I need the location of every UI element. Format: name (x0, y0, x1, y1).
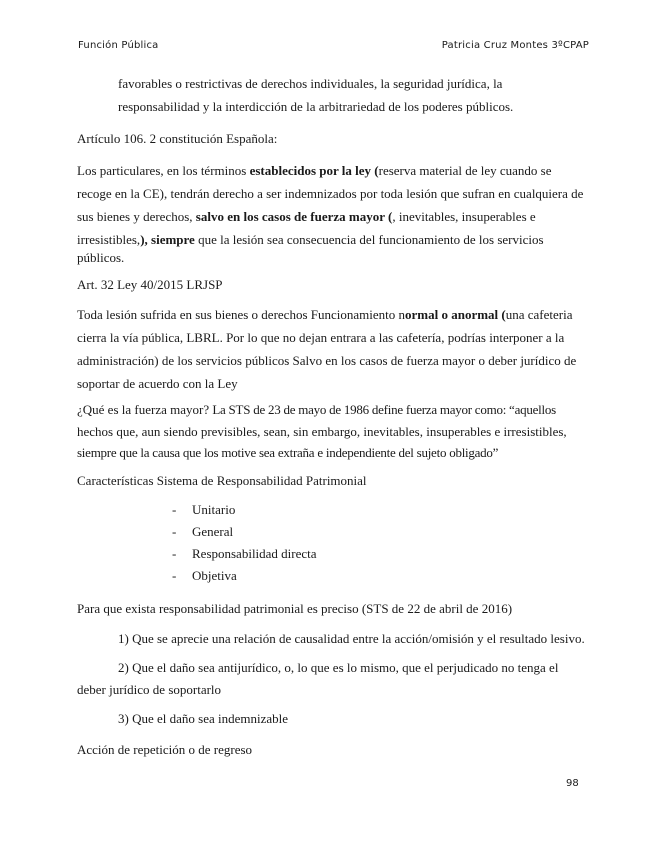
art32-line: cierra la vía pública, LBRL. Por lo que no dejan entrara a las cafetería, podrías interponer a la (77, 330, 565, 345)
requisito-1: 1) Que se aprecie una relación de causalidad entre la acción/omisión y el resultado lesivo. (118, 631, 585, 646)
fuerza-mayor-line (77, 398, 587, 421)
bold-text-run: establecidos por la ley ( (249, 163, 379, 178)
requisito-3: 3) Que el daño sea indemnizable (118, 711, 289, 726)
text-run: , inevitables, insuperables e (392, 209, 536, 224)
continued-paragraph-line: favorables o restrictivas de derechos individuales, la seguridad jurídica, la (118, 76, 503, 91)
accion-heading: Acción de repetición o de regreso (77, 742, 253, 757)
list-item (172, 499, 235, 521)
bold-text-run: ormal o anormal ( (405, 307, 506, 322)
art32-line: soportar de acuerdo con la Ley (77, 376, 238, 391)
caracteristicas-heading: Características Sistema de Responsabilidad Patrimonial (77, 473, 367, 488)
header-right: Patricia Cruz Montes 3ºCPAP (441, 40, 589, 51)
fuerza-mayor-line: siempre que la causa que los motive sea extraña e independiente del sujeto obligado” (77, 445, 499, 460)
continued-paragraph-line: responsabilidad y la interdicción de la arbitrariedad de los poderes públicos. (118, 99, 514, 114)
text-run: Los particulares, en los términos (77, 163, 250, 178)
art32-line: administración) de los servicios públicos Salvo en los casos de fuerza mayor o deber jurídico de (77, 353, 577, 368)
quote-text-run: La STS de 23 de mayo de 1986 define fuerza mayor como: “aquellos (212, 402, 556, 417)
requisito-2: 2) Que el daño sea antijurídico, o, lo que es lo mismo, que el perjudicado no tenga el (118, 660, 559, 675)
fuerza-mayor-line: hechos que, aun siendo previsibles, sean, sin embargo, inevitables, insuperables e irresistibles, (77, 424, 567, 439)
list-item (172, 565, 237, 587)
requisitos-intro: Para que exista responsabilidad patrimonial es preciso (STS de 22 de abril de 2016) (77, 601, 513, 616)
text-run: que la lesión sea consecuencia del funcionamiento de los servicios (194, 232, 544, 247)
text-run: una cafeteria (505, 307, 573, 322)
list-item-label: Unitario (192, 502, 236, 517)
list-item (172, 521, 233, 543)
text-run: irresistibles, (77, 232, 141, 247)
list-item-label: Objetiva (192, 568, 237, 583)
art32-line (77, 303, 587, 326)
text-run: ¿Qué es la fuerza mayor? (77, 402, 213, 417)
bullet-dash: - (172, 546, 177, 561)
header-left: Función Pública (78, 40, 159, 51)
list-item-label: Responsabilidad directa (192, 546, 317, 561)
page-number: 98 (566, 778, 579, 789)
art106-heading: Artículo 106. 2 constitución Española: (77, 131, 278, 146)
bullet-dash: - (172, 568, 177, 583)
list-item (172, 543, 317, 565)
bullet-dash: - (172, 524, 177, 539)
art106-line: públicos. (77, 250, 125, 265)
art106-line: recoge en la CE), tendrán derecho a ser indemnizados por toda lesión que sufran en cualquiera de (77, 186, 584, 201)
bold-text-run: ), siempre (140, 232, 195, 247)
requisito-2-cont: deber jurídico de soportarlo (77, 682, 222, 697)
list-item-label: General (192, 524, 234, 539)
text-run: sus bienes y derechos, (77, 209, 196, 224)
bold-text-run: salvo en los casos de fuerza mayor ( (195, 209, 393, 224)
bullet-dash: - (172, 502, 177, 517)
text-run: Toda lesión sufrida en sus bienes o derechos Funcionamiento n (77, 307, 405, 322)
art106-line (77, 205, 587, 228)
art106-line (77, 159, 587, 182)
art32-heading: Art. 32 Ley 40/2015 LRJSP (77, 277, 223, 292)
text-run: reserva material de ley cuando se (378, 163, 552, 178)
